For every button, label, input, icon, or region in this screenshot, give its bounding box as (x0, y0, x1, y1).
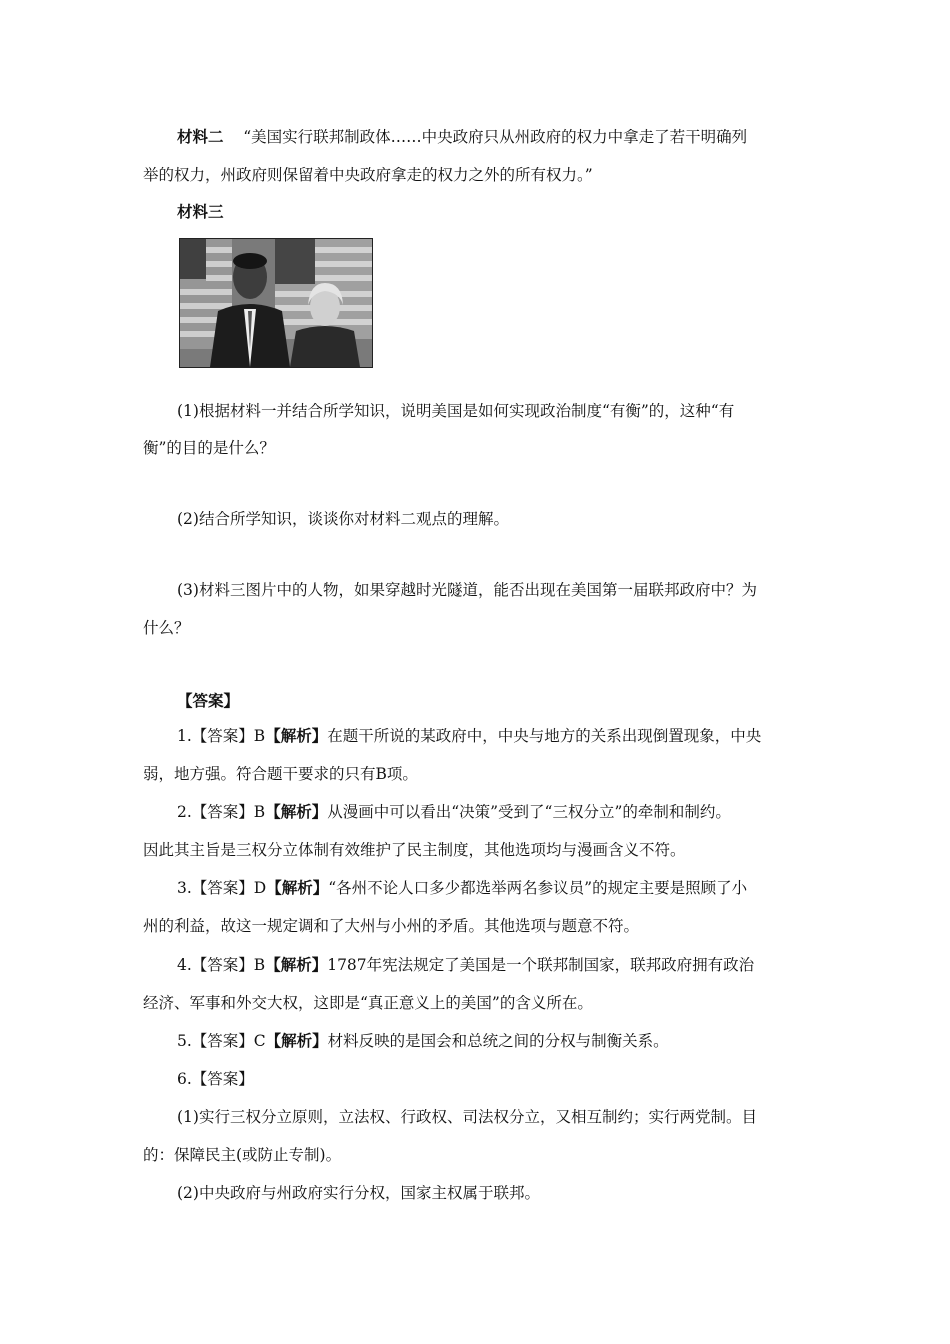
answer-3-text: “各州不论人口多少都选举两名参议员”的规定主要是照顾了小 (328, 879, 748, 897)
answer-1-line2: 弱，地方强。符合题干要求的只有B项。 (143, 765, 418, 783)
answer-4-line2: 经济、军事和外交大权，这即是“真正意义上的美国”的含义所在。 (143, 994, 593, 1012)
answer-3-line1 (177, 877, 808, 899)
answer-5-text: 材料反映的是国会和总统之间的分权与制衡关系。 (327, 1032, 669, 1050)
question-3-line2: 什么？ (143, 619, 190, 637)
material3-photo (179, 238, 373, 368)
answer-4-line1 (177, 954, 808, 976)
answer-2-line1 (177, 801, 808, 823)
material2-line1 (177, 126, 808, 148)
answer-1-line1 (177, 725, 808, 747)
answer-4-jiexi: 【解析】 (265, 955, 328, 974)
answers-heading: 【答案】 (177, 691, 240, 710)
answer-2-jiexi: 【解析】 (265, 802, 328, 821)
answer-6-1-line1: (1)实行三权分立原则，立法权、行政权、司法权分立，又相互制约；实行两党制。目 (177, 1108, 757, 1126)
answer-1-text: 在题干所说的某政府中，中央与地方的关系出现倒置现象，中央 (327, 727, 762, 745)
question-2: (2)结合所学知识，谈谈你对材料二观点的理解。 (177, 510, 509, 528)
answer-2-line2: 因此其主旨是三权分立体制有效维护了民主制度，其他选项均与漫画含义不符。 (143, 841, 686, 859)
material2-label: 材料二 (177, 127, 224, 146)
answer-3-line2: 州的利益，故这一规定调和了大州与小州的矛盾。其他选项与题意不符。 (143, 917, 640, 935)
answer-6-2: (2)中央政府与州政府实行分权，国家主权属于联邦。 (177, 1184, 540, 1202)
material2-line2: 举的权力，州政府则保留着中央政府拿走的权力之外的所有权力。” (143, 166, 593, 184)
answer-3-jiexi: 【解析】 (266, 878, 329, 897)
answer-3-prefix: 3.【答案】D (177, 879, 267, 897)
answer-5-prefix: 5.【答案】C (177, 1032, 266, 1050)
answer-2-text: 从漫画中可以看出“决策”受到了“三权分立”的牵制和制约。 (327, 803, 731, 821)
question-1-line1: (1)根据材料一并结合所学知识，说明美国是如何实现政治制度“有衡”的，这种“有 (177, 402, 735, 420)
answer-4-text: 1787年宪法规定了美国是一个联邦制国家，联邦政府拥有政治 (327, 956, 755, 974)
material2-text-1: “美国实行联邦制政体……中央政府只从州政府的权力中拿走了若干明确列 (243, 128, 748, 146)
answer-6-1-line2: 的：保障民主(或防止专制)。 (143, 1146, 342, 1164)
question-3-line1: (3)材料三图片中的人物，如果穿越时光隧道，能否出现在美国第一届联邦政府中？为 (177, 581, 757, 599)
photo-illustration (180, 239, 372, 367)
answer-1-prefix: 1.【答案】B (177, 727, 266, 745)
answer-6-heading: 6.【答案】 (177, 1070, 254, 1088)
answer-5-jiexi: 【解析】 (265, 1031, 328, 1050)
question-1-line2: 衡”的目的是什么？ (143, 439, 275, 457)
answer-5-line1 (177, 1030, 808, 1052)
answer-1-jiexi: 【解析】 (265, 726, 328, 745)
answer-2-prefix: 2.【答案】B (177, 803, 266, 821)
answer-4-prefix: 4.【答案】B (177, 956, 266, 974)
material3-label: 材料三 (177, 202, 224, 221)
